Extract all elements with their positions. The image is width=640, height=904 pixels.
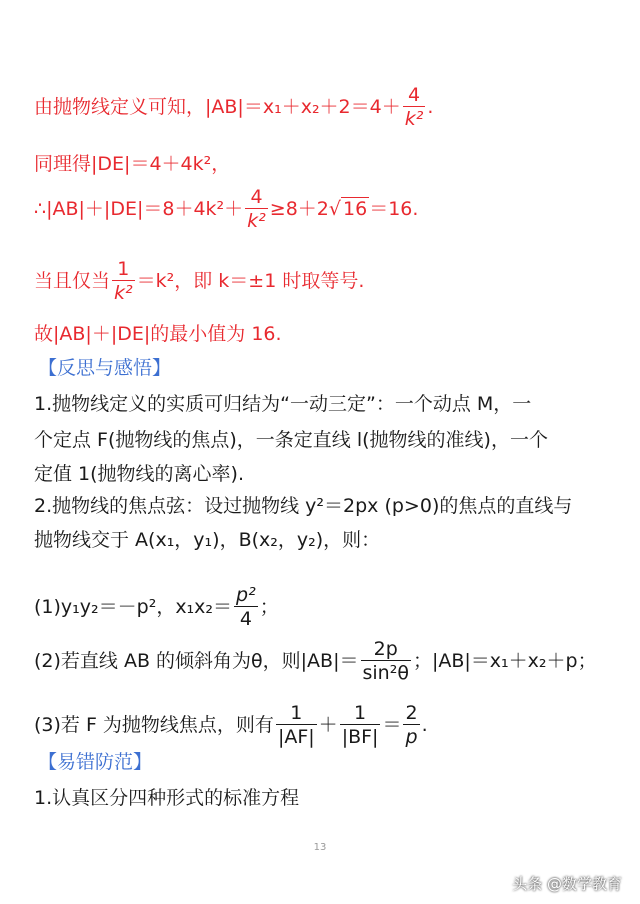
line3-end: ＝16. <box>369 198 419 220</box>
sqrt-symbol: √ <box>328 198 342 220</box>
fraction-2p-over-sin2theta <box>361 638 411 685</box>
fraction-denominator: k² <box>114 282 133 304</box>
fraction-numerator: 4 <box>403 84 426 107</box>
fraction-4-over-k2 <box>403 84 426 131</box>
solution-line-4 <box>34 258 364 305</box>
fraction-p2-over-4 <box>234 584 258 631</box>
line1-text: 由抛物线定义可知，|AB|＝x₁＋x₂＋2＝4＋ <box>34 96 401 118</box>
fraction-denominator: k² <box>247 210 266 232</box>
sqrt-radicand: 16 <box>343 198 368 220</box>
fraction-numerator: 1 <box>112 258 135 281</box>
solution-line-5: 故|AB|＋|DE|的最小值为 16. <box>34 323 282 345</box>
formula-3 <box>34 702 428 749</box>
fraction-numerator: 2 <box>405 702 418 724</box>
line3-text: ∴|AB|＋|DE|＝8＋4k²＋ <box>34 198 244 220</box>
fraction-denominator: p <box>405 726 418 748</box>
solution-line-2: 同理得|DE|＝4＋4k²， <box>34 153 231 175</box>
equals-sign: ＝ <box>382 714 402 736</box>
fraction-numerator: 1 <box>340 702 381 725</box>
solution-line-3 <box>34 186 418 233</box>
solution-line-1 <box>34 84 433 131</box>
fraction-denominator: k² <box>404 108 424 130</box>
fraction-1-over-BF <box>340 702 381 749</box>
paragraph-1-line-1: 1.抛物线定义的实质可归结为“一动三定”：一个动点 M，一 <box>34 393 532 415</box>
section-heading-errors: 【易错防范】 <box>38 751 153 773</box>
paragraph-3: 1.认真区分四种形式的标准方程 <box>34 787 300 809</box>
formula2-end: ；|AB|＝x₁＋x₂＋p； <box>412 650 597 672</box>
line3-mid: ≥8＋2 <box>269 198 329 220</box>
fraction-2-over-p <box>403 702 419 749</box>
fraction-denominator: 4 <box>239 608 252 630</box>
line1-end: . <box>427 96 434 118</box>
fraction-denominator: |BF| <box>341 726 379 748</box>
fraction-numerator: 1 <box>276 702 317 725</box>
formula-2 <box>34 638 597 685</box>
fraction-4-over-k2-b <box>245 186 268 233</box>
paragraph-2-line-2: 抛物线交于 A(x₁，y₁)，B(x₂，y₂)，则： <box>34 529 381 551</box>
fraction-denominator: |AF| <box>277 726 315 748</box>
fraction-numerator: p² <box>236 584 256 606</box>
line4-b: ＝k²，即 k＝±1 时取等号. <box>136 270 365 292</box>
formula1-end: ； <box>259 596 279 618</box>
paragraph-2-line-1: 2.抛物线的焦点弦：设过抛物线 y²＝2px (p>0)的焦点的直线与 <box>34 495 573 517</box>
fraction-numerator: 4 <box>245 186 268 209</box>
section-heading-reflection: 【反思与感悟】 <box>38 357 172 379</box>
fraction-denominator: sin²θ <box>362 662 409 684</box>
formula1-text: (1)y₁y₂＝－p²，x₁x₂＝ <box>34 596 233 618</box>
line4-a: 当且仅当 <box>34 270 111 292</box>
page-number: 13 <box>313 842 327 853</box>
paragraph-1-line-2: 个定点 F(抛物线的焦点)，一条定直线 l(抛物线的准线)，一个 <box>34 429 548 451</box>
fraction-numerator: 2p <box>361 638 411 661</box>
fraction-1-over-k2 <box>112 258 135 305</box>
formula3-end: . <box>421 714 428 736</box>
fraction-1-over-AF <box>276 702 317 749</box>
formula2-text: (2)若直线 AB 的倾斜角为θ，则|AB|＝ <box>34 650 359 672</box>
formula-1 <box>34 584 279 631</box>
plus-sign: ＋ <box>318 714 338 736</box>
formula3-text: (3)若 F 为抛物线焦点，则有 <box>34 714 274 736</box>
watermark: 头条 @数学教育 <box>512 875 622 893</box>
paragraph-1-line-3: 定值 1(抛物线的离心率). <box>34 463 244 485</box>
